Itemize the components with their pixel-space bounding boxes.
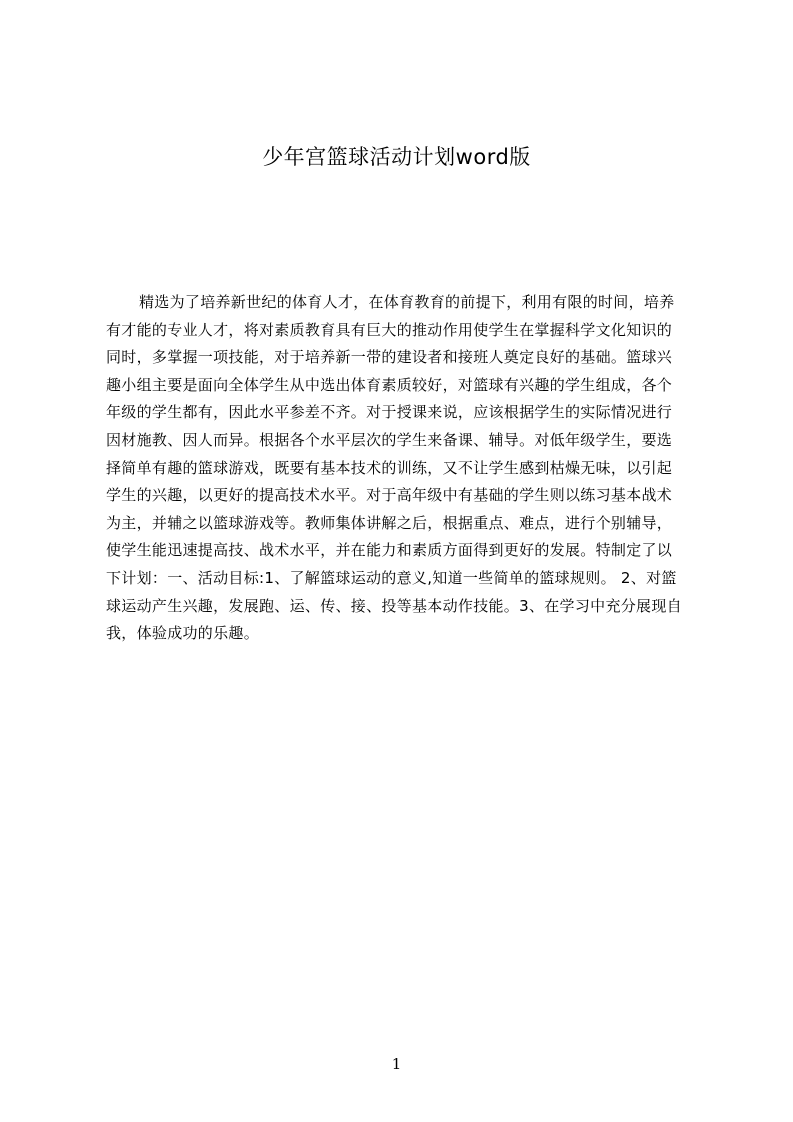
paragraph-line: 下计划：一、活动目标:1、了解篮球运动的意义,知道一些简单的篮球规则。 2、对篮	[106, 568, 677, 587]
paragraph-line: 有才能的专业人才，将对素质教育具有巨大的推动作用使学生在掌握科学文化知识的	[106, 320, 673, 339]
paragraph-line: 我，体验成功的乐趣。	[106, 624, 260, 643]
body-paragraph	[106, 289, 700, 659]
paragraph-line: 因材施教、因人而异。根据各个水平层次的学生来备课、辅导。对低年级学生，要选	[106, 430, 673, 449]
paragraph-line: 学生的兴趣，以更好的提高技术水平。对于高年级中有基础的学生则以练习基本战术	[106, 486, 673, 505]
paragraph-line: 择简单有趣的篮球游戏，既要有基本技术的训练，又不让学生感到枯燥无味，以引起	[106, 458, 673, 477]
document-title: 少年宫篮球活动计划word版	[262, 145, 531, 169]
paragraph-line: 球运动产生兴趣，发展跑、运、传、接、投等基本动作技能。3、在学习中充分展现自	[106, 596, 682, 615]
paragraph-line: 使学生能迅速提高技、战术水平，并在能力和素质方面得到更好的发展。特制定了以	[106, 541, 673, 560]
paragraph-line: 为主，并辅之以篮球游戏等。教师集体讲解之后，根据重点、难点，进行个别辅导，	[106, 513, 673, 532]
page-number: 1	[391, 1055, 402, 1073]
paragraph-line: 趣小组主要是面向全体学生从中选出体育素质较好，对篮球有兴趣的学生组成，各个	[106, 375, 673, 394]
paragraph-line: 年级的学生都有，因此水平参差不齐。对于授课来说，应该根据学生的实际情况进行	[106, 403, 673, 422]
paragraph-line: 精选为了培养新世纪的体育人才，在体育教育的前提下，利用有限的时间，培养	[139, 293, 675, 311]
paragraph-line: 同时，多掌握一项技能，对于培养新一带的建设者和接班人奠定良好的基础。篮球兴	[106, 348, 673, 367]
